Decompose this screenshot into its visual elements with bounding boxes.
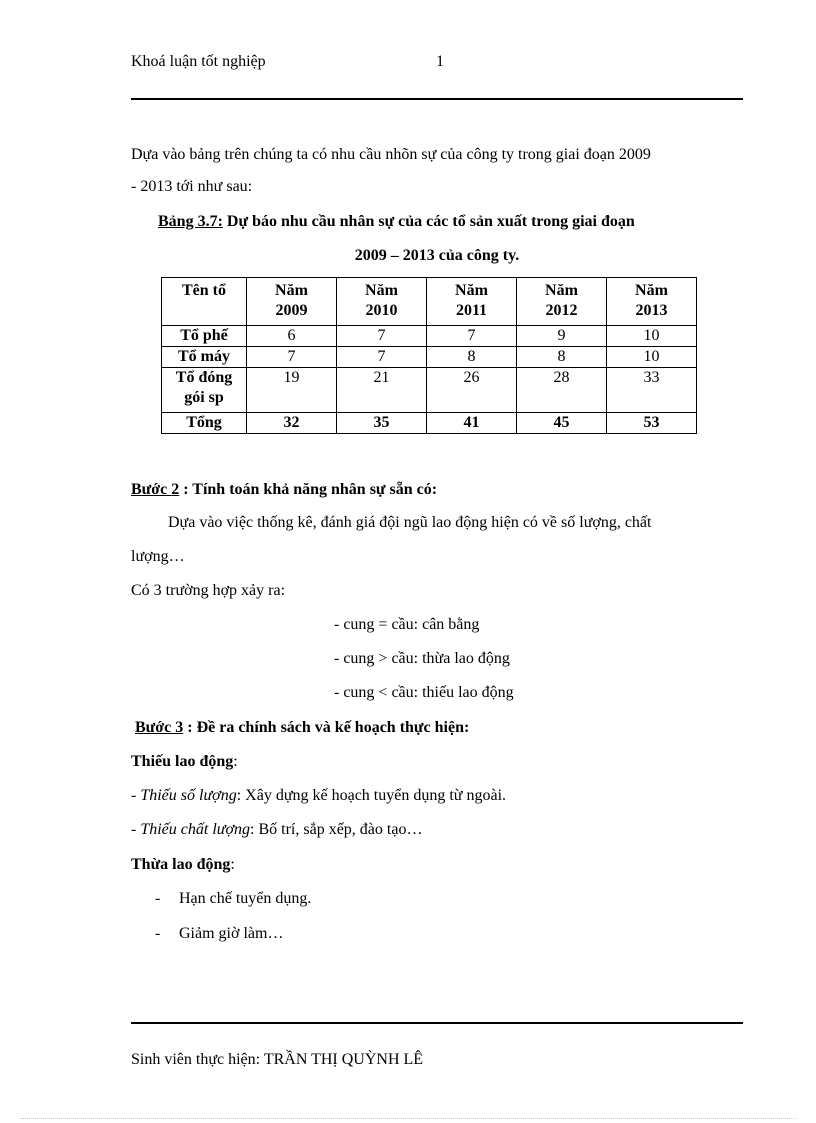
header-cell-team: Tên tổ bbox=[162, 278, 247, 326]
surplus-item-dash: - bbox=[155, 890, 161, 907]
table-total-row bbox=[162, 413, 697, 434]
table-caption-line-2: 2009 – 2013 của công ty. bbox=[354, 247, 520, 264]
table-row bbox=[162, 368, 697, 413]
cell-value: 8 bbox=[517, 347, 607, 368]
shortage-heading: Thiếu lao động bbox=[131, 753, 234, 770]
header-title: Khoá luận tốt nghiệp bbox=[131, 53, 266, 70]
cell-value: 28 bbox=[517, 368, 607, 413]
footer-label: Sinh viên thực hiện: bbox=[131, 1051, 264, 1068]
step2-paragraph-line-1: Dựa vào việc thống kê, đánh giá đội ngũ lao động hiện có về số lượng, chất bbox=[168, 514, 652, 531]
page-number: 1 bbox=[436, 53, 444, 70]
cases-intro: Có 3 trường hợp xảy ra: bbox=[131, 582, 286, 599]
cell-value: 10 bbox=[607, 347, 697, 368]
cell-value: 7 bbox=[337, 347, 427, 368]
intro-line-1: Dựa vào bảng trên chúng ta có nhu cầu nhõn sự của công ty trong giai đoạn 2009 bbox=[131, 146, 651, 163]
table-caption-text: Dự báo nhu cầu nhân sự của các tổ sản xuất trong giai đoạn bbox=[222, 213, 635, 230]
shortage-item: - Thiếu chất lượng: Bố trí, sắp xếp, đào tạo… bbox=[131, 821, 423, 838]
table-row bbox=[162, 326, 697, 347]
total-value: 35 bbox=[337, 413, 427, 434]
cell-value: 7 bbox=[247, 347, 337, 368]
staffing-forecast-table bbox=[161, 277, 697, 434]
total-label: Tổng bbox=[162, 413, 247, 434]
intro-line-2: - 2013 tới như sau: bbox=[131, 178, 253, 195]
case-item: - cung = cầu: cân bằng bbox=[334, 616, 480, 633]
step2-title: : Tính toán khả năng nhân sự sẵn có: bbox=[179, 481, 438, 498]
shortage-term: Thiếu số lượng bbox=[140, 787, 237, 804]
shortage-term: Thiếu chất lượng bbox=[140, 821, 251, 838]
header-rule bbox=[131, 98, 743, 100]
cell-value: 21 bbox=[337, 368, 427, 413]
total-value: 32 bbox=[247, 413, 337, 434]
footer-name: TRẦN THỊ QUỲNH LÊ bbox=[263, 1051, 424, 1068]
cell-value: 19 bbox=[247, 368, 337, 413]
surplus-item-dash: - bbox=[155, 925, 161, 942]
surplus-heading: Thừa lao động bbox=[131, 856, 231, 873]
shortage-item: - Thiếu số lượng: Xây dựng kế hoạch tuyển dụng từ ngoài. bbox=[131, 787, 507, 804]
header-cell-year: Năm 2010 bbox=[337, 278, 427, 326]
header-cell-year: Năm 2009 bbox=[247, 278, 337, 326]
step2-paragraph-line-2: lượng… bbox=[131, 548, 185, 565]
cell-value: 26 bbox=[427, 368, 517, 413]
case-item: - cung > cầu: thừa lao động bbox=[334, 650, 510, 667]
total-value: 45 bbox=[517, 413, 607, 434]
shortage-colon: : bbox=[233, 753, 238, 770]
step2-label: Bước 2 bbox=[131, 481, 180, 498]
cell-value: 6 bbox=[247, 326, 337, 347]
table-row bbox=[162, 347, 697, 368]
surplus-colon: : bbox=[230, 856, 235, 873]
table-caption-line-1 bbox=[158, 213, 635, 231]
step3-title: : Đề ra chính sách và kế hoạch thực hiện: bbox=[183, 719, 470, 736]
table-header-row bbox=[162, 278, 697, 326]
step2-heading bbox=[131, 481, 437, 499]
row-name: Tổ phế bbox=[162, 326, 247, 347]
header-cell-year: Năm 2012 bbox=[517, 278, 607, 326]
shortage-heading-line bbox=[131, 753, 238, 771]
header-cell-year: Năm 2013 bbox=[607, 278, 697, 326]
footer-rule bbox=[131, 1022, 743, 1024]
cell-value: 8 bbox=[427, 347, 517, 368]
total-value: 53 bbox=[607, 413, 697, 434]
footer-author bbox=[131, 1051, 423, 1069]
cell-value: 7 bbox=[337, 326, 427, 347]
step3-label: Bước 3 bbox=[135, 719, 184, 736]
row-name: Tổ đóng gói sp bbox=[162, 368, 247, 413]
surplus-heading-line bbox=[131, 856, 235, 874]
cell-value: 10 bbox=[607, 326, 697, 347]
total-value: 41 bbox=[427, 413, 517, 434]
step3-heading bbox=[135, 719, 469, 737]
table-caption-label: Bảng 3.7: bbox=[158, 213, 223, 230]
header-cell-year: Năm 2011 bbox=[427, 278, 517, 326]
page-bottom-edge bbox=[20, 1118, 796, 1119]
row-name: Tổ máy bbox=[162, 347, 247, 368]
case-item: - cung < cầu: thiếu lao động bbox=[334, 684, 514, 701]
cell-value: 33 bbox=[607, 368, 697, 413]
cell-value: 9 bbox=[517, 326, 607, 347]
cell-value: 7 bbox=[427, 326, 517, 347]
surplus-item: Hạn chế tuyển dụng. bbox=[179, 890, 312, 907]
surplus-item: Giảm giờ làm… bbox=[179, 925, 284, 942]
